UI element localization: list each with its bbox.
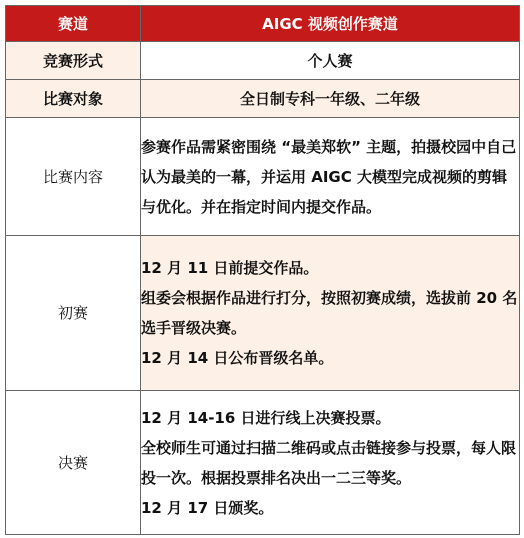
table-row xyxy=(6,118,520,236)
row-label-preliminary: 初赛 xyxy=(6,236,141,391)
header-track-label: 赛道 xyxy=(6,6,141,42)
row-label-final: 决赛 xyxy=(6,391,141,535)
competition-rules-table xyxy=(5,5,520,535)
preliminary-line-1: 12 月 11 日前提交作品。 xyxy=(141,259,319,277)
final-line-2: 全校师生可通过扫描二维码或点击链接参与投票，每人限投一次。根据投票排名决出一二三等奖。 xyxy=(141,438,517,487)
row-value-target: 全日制专科一年级、二年级 xyxy=(141,80,520,118)
row-value-content xyxy=(141,118,520,236)
content-paragraph: 参赛作品需紧密围绕 “最美郑软” 主题，拍摄校园中自己认为最美的一幕，并运用 AIGC 大模型完成视频的剪辑与优化。并在指定时间内提交作品。 xyxy=(141,137,517,216)
preliminary-line-3: 12 月 14 日公布晋级名单。 xyxy=(141,349,334,367)
row-label-format: 竞赛形式 xyxy=(6,42,141,80)
row-value-format: 个人赛 xyxy=(141,42,520,80)
row-value-preliminary xyxy=(141,236,520,391)
row-value-final xyxy=(141,391,520,535)
table-row xyxy=(6,80,520,118)
table-row xyxy=(6,42,520,80)
table-header-row xyxy=(6,6,520,42)
final-line-3: 12 月 17 日颁奖。 xyxy=(141,498,274,517)
header-track-name: AIGC 视频创作赛道 xyxy=(141,6,520,42)
row-label-content: 比赛内容 xyxy=(6,118,141,236)
row-label-target: 比赛对象 xyxy=(6,80,141,118)
preliminary-line-2: 组委会根据作品进行打分，按照初赛成绩，选拔前 20 名选手晋级决赛。 xyxy=(141,289,518,337)
table-row xyxy=(6,391,520,535)
final-line-1: 12 月 14-16 日进行线上决赛投票。 xyxy=(141,408,391,427)
table-row xyxy=(6,236,520,391)
